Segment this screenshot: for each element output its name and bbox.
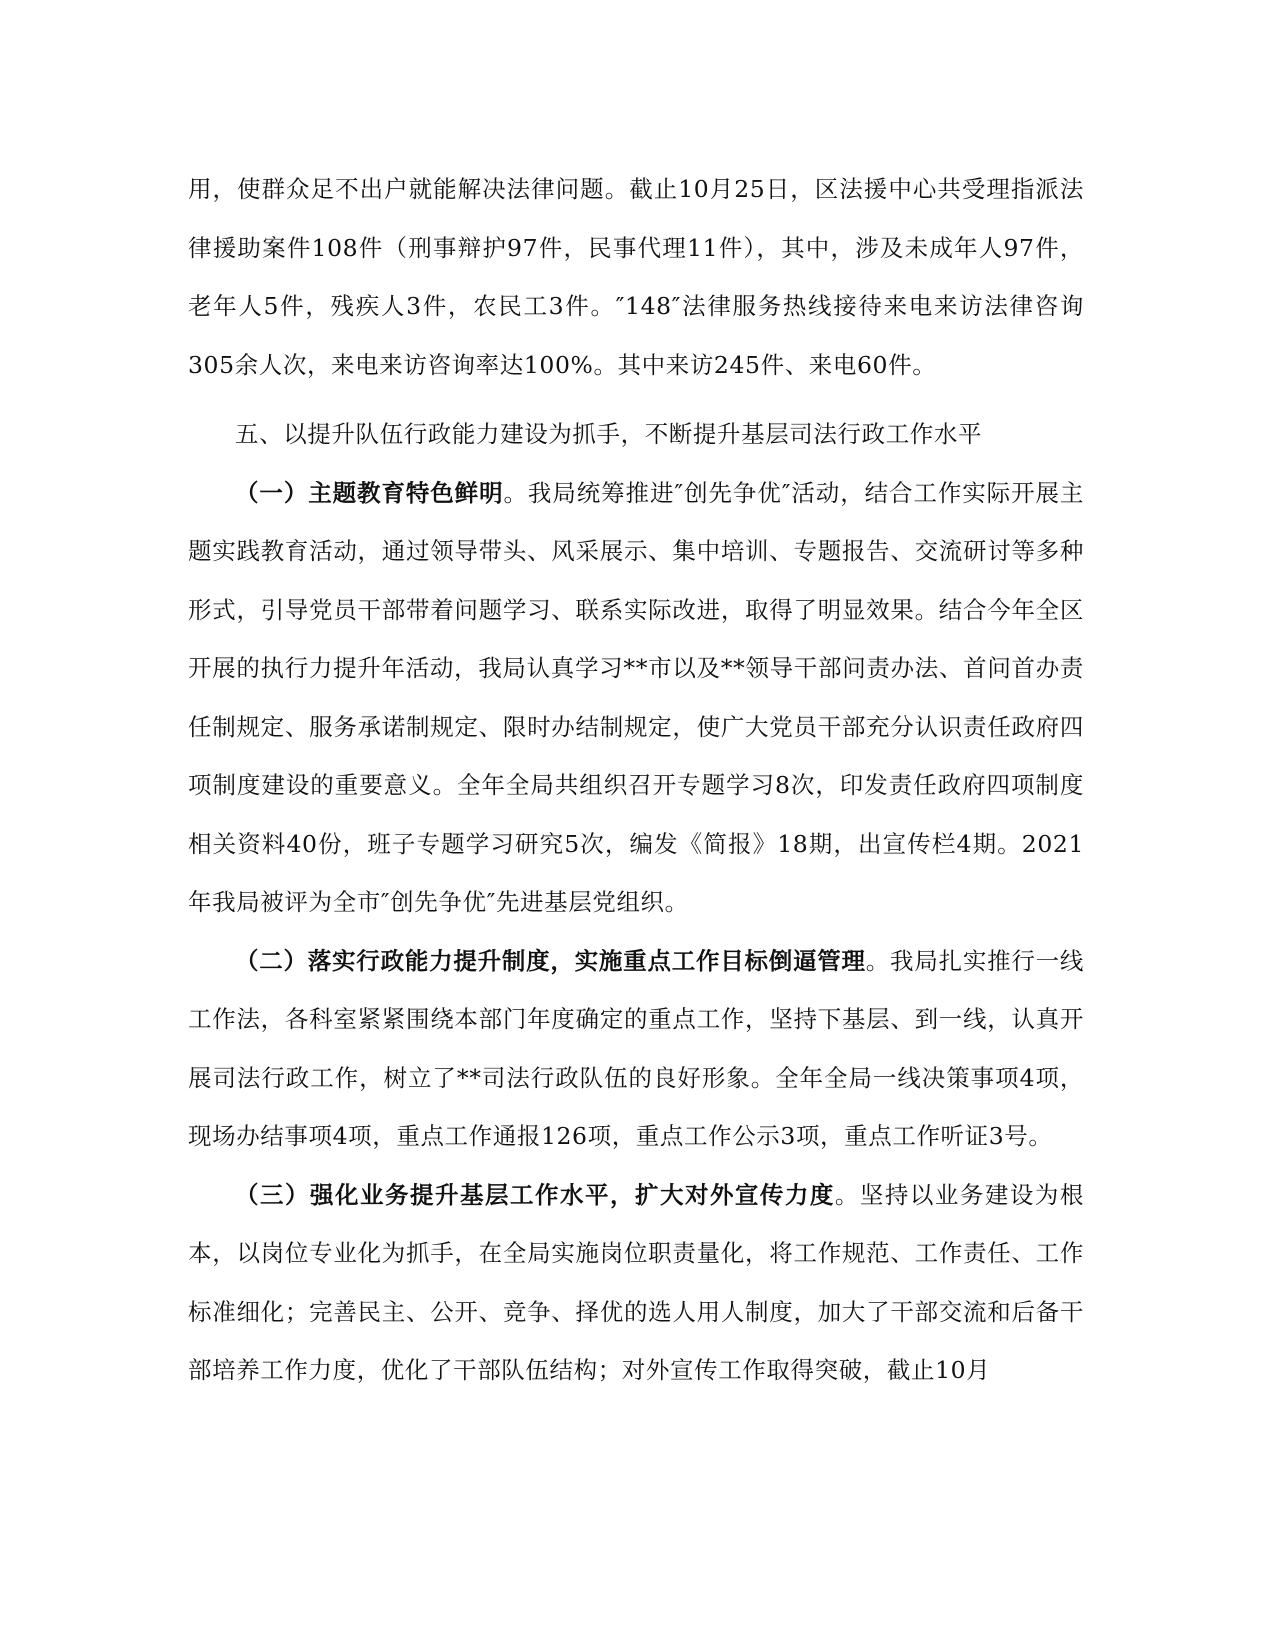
subsection-admin-capacity (188, 932, 1084, 1166)
subsection-text: 。我局统筹推进″创先争优″活动，结合工作实际开展主题实践教育活动，通过领导带头、风采展示、集中培训、专题报告、交流研讨等多种形式，引导党员干部带着问题学习、联系实际改进，取得了明显效果。结合今年全区开展的执行力提升年活动，我局认真学习**市以及**领导干部问责办法、首问首办责任制规定、服务承诺制规定、限时办结制规定，使广大党员干部充分认识责任政府四项制度建设的重要意义。全年全局共组织召开专题学习8次，印发责任政府四项制度相关资料40份，班子专题学习研究5次，编发《简报》18期，出宣传栏4期。2021年我局被评为全市″创先争优″先进基层党组织。 (188, 478, 1084, 916)
paragraph-text: 用，使群众足不出户就能解决法律问题。截止10月25日，区法援中心共受理指派法律援助案件108件（刑事辩护97件，民事代理11件），其中，涉及未成年人97件，老年人5件，残疾人3件，农民工3件。″148″法律服务热线接待来电来访法律咨询305余人次，来电来访咨询率达100%。其中来访245件、来电60件。 (188, 175, 1084, 379)
section-heading-five (188, 405, 1084, 464)
subsection-lead: （二）落实行政能力提升制度，实施重点工作目标倒逼管理 (235, 946, 866, 975)
subsection-business-publicity (188, 1166, 1084, 1400)
subsection-text: 。我局扎实推行一线工作法，各科室紧紧围绕本部门年度确定的重点工作，坚持下基层、到一线，认真开展司法行政工作，树立了**司法行政队伍的良好形象。全年全局一线决策事项4项，现场办结事项4项，重点工作通报126项，重点工作公示3项，重点工作听证3号。 (188, 946, 1084, 1150)
subsection-theme-education (188, 464, 1084, 932)
subsection-text: 。坚持以业务建设为根本，以岗位专业化为抓手，在全局实施岗位职责量化，将工作规范、工作责任、工作标准细化；完善民主、公开、竞争、择优的选人用人制度，加大了干部交流和后备干部培养工作力度，优化了干部队伍结构；对外宣传工作取得突破，截止10月 (188, 1180, 1084, 1384)
document-body (188, 160, 1084, 1400)
subsection-lead: （一）主题教育特色鲜明 (235, 478, 504, 507)
paragraph-legal-aid-stats (188, 160, 1084, 394)
subsection-lead: （三）强化业务提升基层工作水平，扩大对外宣传力度 (235, 1180, 835, 1209)
section-heading-text: 五、以提升队伍行政能力建设为抓手，不断提升基层司法行政工作水平 (235, 420, 983, 448)
